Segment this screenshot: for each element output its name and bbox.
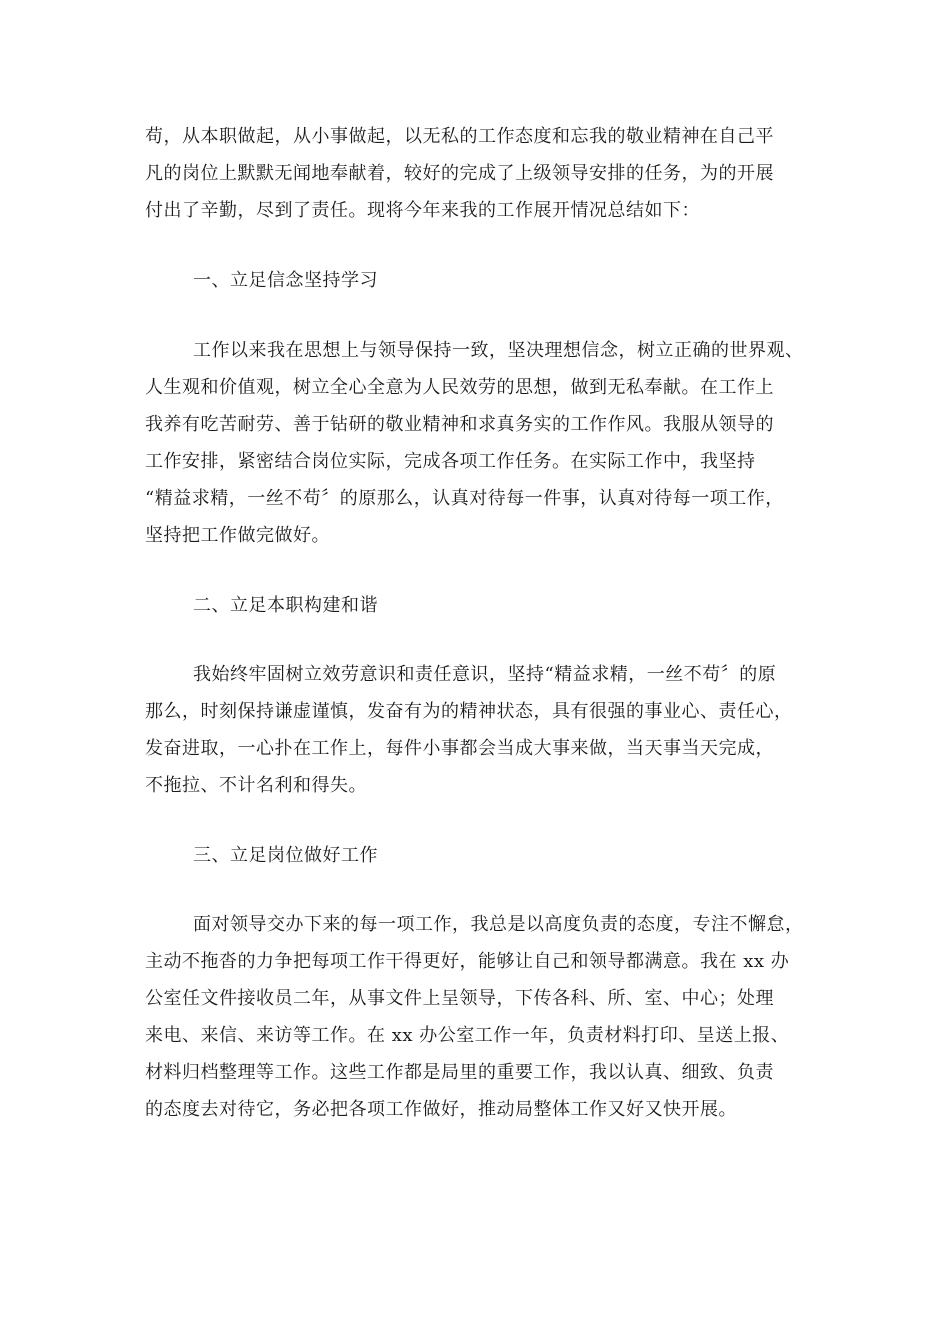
section-2-line-1: 我始终牢固树立效劳意识和责任意识，坚持“精益求精，一丝不苟〞的原 [193, 664, 777, 685]
section-3-heading: 三、立足岗位做好工作 [193, 845, 378, 866]
section-2-line-4: 不拖拉、不计名利和得失。 [145, 775, 367, 796]
section-3-line-3: 公室任文件接收员二年，从事文件上呈领导，下传各科、所、室、中心；处理 [145, 988, 774, 1009]
intro-line-1: 苟，从本职做起，从小事做起，以无私的工作态度和忘我的敬业精神在自己平 [145, 126, 774, 147]
section-1-line-6: 坚持把工作做完做好。 [145, 525, 330, 546]
intro-line-2: 凡的岗位上默默无闻地奉献着，较好的完成了上级领导安排的任务，为的开展 [145, 163, 774, 184]
section-3-line-1: 面对领导交办下来的每一项工作，我总是以高度负责的态度，专注不懈怠， [193, 914, 804, 935]
section-1-line-5: “精益求精，一丝不苟〞的原那么，认真对待每一件事，认真对待每一项工作， [145, 488, 784, 509]
section-3-line-4: 来电、来信、来访等工作。在 xx 办公室工作一年，负责材料打印、呈送上报、 [145, 1025, 790, 1046]
intro-line-3: 付出了辛勤，尽到了责任。现将今年来我的工作展开情况总结如下： [145, 200, 700, 221]
section-3-line-5: 材料归档整理等工作。这些工作都是局里的重要工作，我以认真、细致、负责 [145, 1062, 774, 1083]
section-1-line-1: 工作以来我在思想上与领导保持一致，坚决理想信念，树立正确的世界观、 [193, 340, 804, 361]
section-3-line-6: 的态度去对待它，务必把各项工作做好，推动局整体工作又好又快开展。 [145, 1099, 737, 1120]
section-2-heading: 二、立足本职构建和谐 [193, 595, 378, 616]
section-1-line-2: 人生观和价值观，树立全心全意为人民效劳的思想，做到无私奉献。在工作上 [145, 377, 774, 398]
section-1-heading: 一、立足信念坚持学习 [193, 270, 378, 291]
section-2-line-2: 那么，时刻保持谦虚谨慎，发奋有为的精神状态，具有很强的事业心、责任心， [145, 701, 793, 722]
section-1-line-3: 我养有吃苦耐劳、善于钻研的敬业精神和求真务实的工作作风。我服从领导的 [145, 414, 774, 435]
section-1-line-4: 工作安排，紧密结合岗位实际，完成各项工作任务。在实际工作中，我坚持 [145, 451, 756, 472]
section-2-line-3: 发奋进取，一心扑在工作上，每件小事都会当成大事来做，当天事当天完成， [145, 738, 774, 759]
section-3-line-2: 主动不拖沓的力争把每项工作干得更好，能够让自己和领导都满意。我在 xx 办 [145, 951, 790, 972]
